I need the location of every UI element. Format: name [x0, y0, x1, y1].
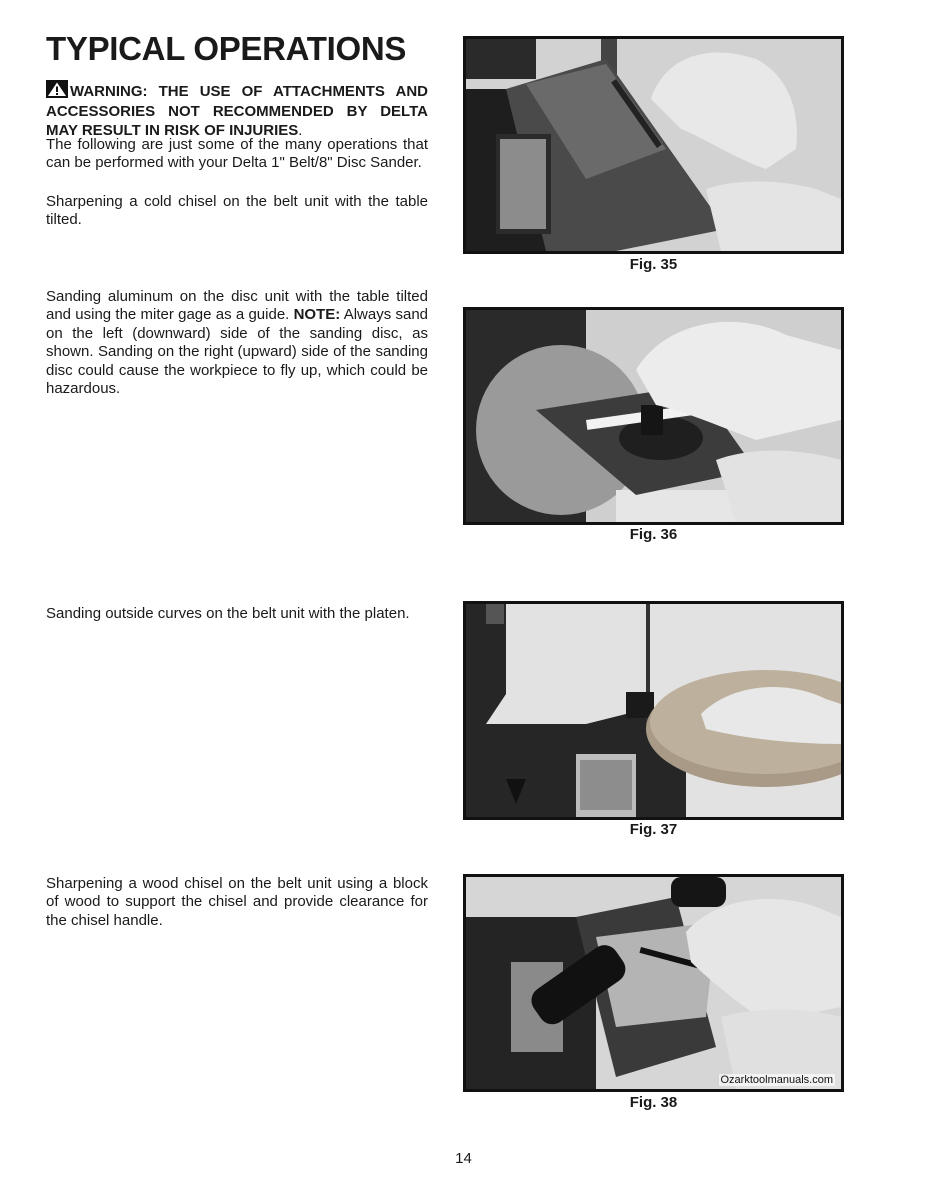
operation-text-2b: Always sand on the left (downward) side of the sanding disc, as shown. Sanding on the right (upward) side of the sanding disc could cause the workpiece to fly up, which could be hazardous. — [46, 306, 428, 398]
figure-36-photo — [463, 307, 844, 525]
figure-37-photo — [463, 601, 844, 820]
figure-38-photo — [463, 874, 844, 1092]
warning-block — [46, 80, 428, 140]
figure-35-photo — [463, 36, 844, 254]
figure-36-caption: Fig. 36 — [629, 526, 678, 543]
operation-text-3: Sanding outside curves on the belt unit with the platen. — [46, 605, 410, 622]
figure-37-caption: Fig. 37 — [629, 821, 678, 838]
figure-35-caption: Fig. 35 — [629, 256, 678, 273]
operation-text-1: Sharpening a cold chisel on the belt unit with the table tilted. — [46, 193, 428, 229]
page-title: TYPICAL OPERATIONS — [46, 30, 407, 67]
operation-text-2 — [46, 288, 428, 398]
operation-text-4: Sharpening a wood chisel on the belt unit using a block of wood to support the chisel and provide clearance for the chisel handle. — [46, 875, 428, 929]
operation-text-2a: Sanding aluminum on the disc unit with the table tilted and using the miter gage as a guide. — [46, 288, 428, 324]
watermark-text: Ozarktoolmanuals.com — [720, 1074, 833, 1086]
intro-text: The following are just some of the many operations that can be performed with your Delta 1" Belt/8" Disc Sander. — [46, 136, 428, 172]
warning-text: WARNING: THE USE OF ATTACHMENTS AND ACCESSORIES NOT RECOMMENDED BY DELTA MAY RESULT IN RISK OF INJURIES — [46, 83, 428, 139]
warning-triangle-icon — [46, 80, 68, 103]
figure-38-caption: Fig. 38 — [629, 1094, 678, 1111]
page-number: 14 — [455, 1150, 472, 1167]
note-label: NOTE: — [293, 306, 341, 324]
warning-period: . — [298, 121, 303, 139]
